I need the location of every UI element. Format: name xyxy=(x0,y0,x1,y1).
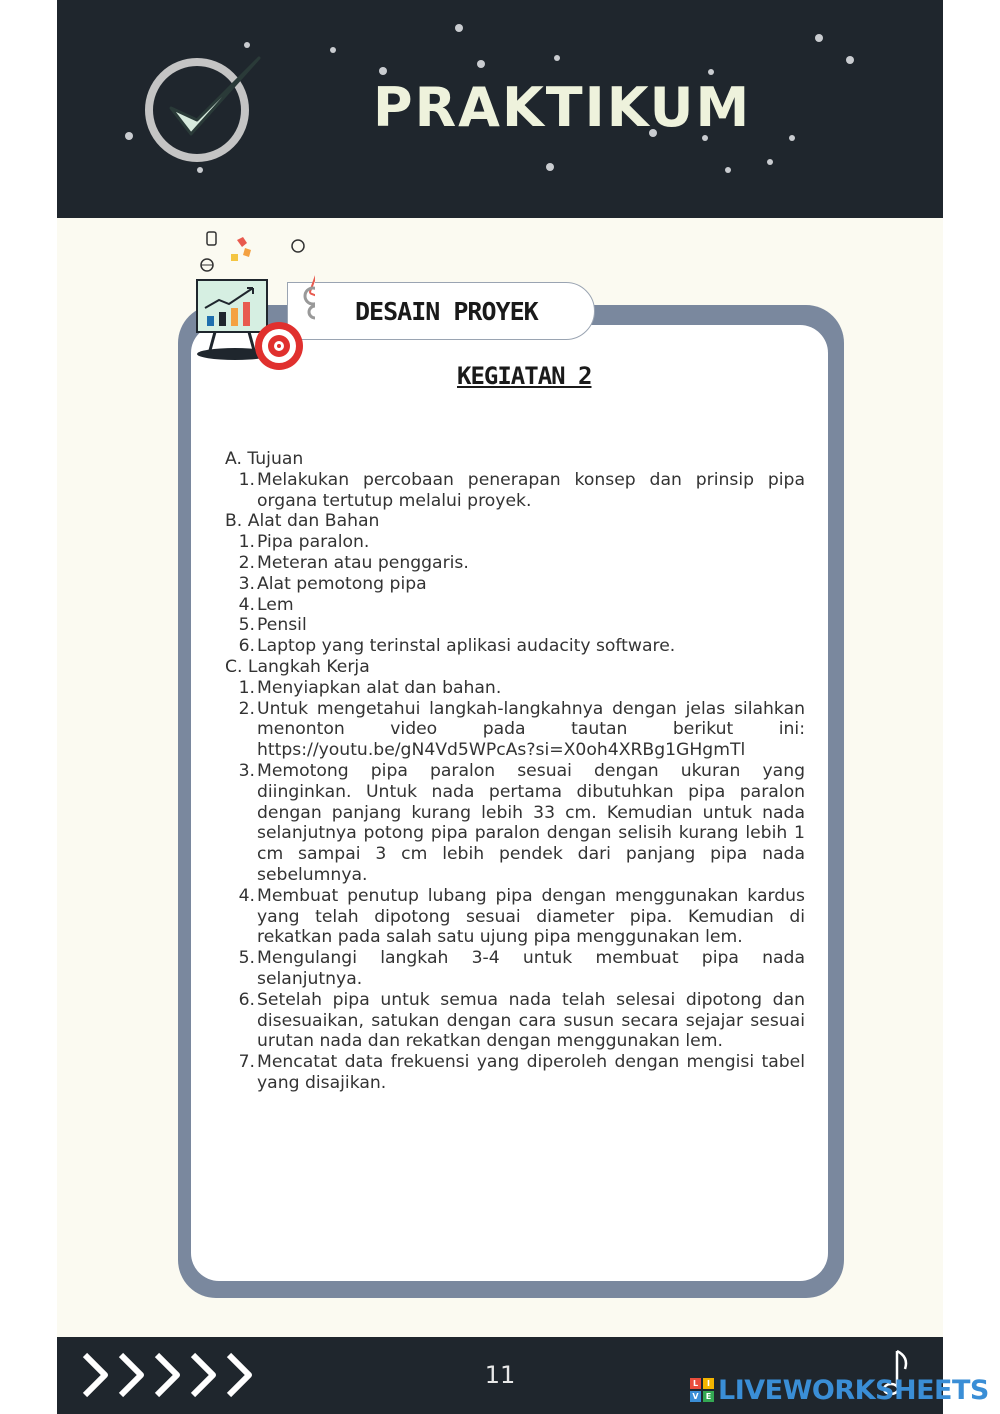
item-text: Setelah pipa untuk semua nada telah selesai dipotong dan disesuaikan, satukan dengan cara susun secara sejajar sesuai urutan nada dan rekatkan dengan menggunakan lem. xyxy=(257,989,805,1052)
list-item xyxy=(225,553,805,574)
list-item xyxy=(225,761,805,886)
item-text: Menyiapkan alat dan bahan. xyxy=(257,677,502,698)
item-text: Melakukan percobaan penerapan konsep dan prinsip pipa organa tertutup melalui proyek. xyxy=(257,469,805,511)
list-item xyxy=(225,532,805,553)
item-number: 5. xyxy=(238,948,255,969)
item-number: 3. xyxy=(238,573,255,594)
item-number: 1. xyxy=(238,532,255,553)
list-item xyxy=(225,990,805,1052)
section-alat-bahan xyxy=(225,511,805,657)
liveworksheets-watermark xyxy=(690,1376,989,1404)
section-heading: A. Tujuan xyxy=(225,449,304,469)
project-illustration-icon xyxy=(195,228,315,378)
item-text: Mengulangi langkah 3-4 untuk membuat pipa nada selanjutnya. xyxy=(257,948,805,989)
item-number: 1. xyxy=(238,677,255,698)
numbered-list xyxy=(225,532,805,657)
item-text: Untuk mengetahui langkah-langkahnya dengan jelas silahkan menonton video pada tautan berikut ini: https://youtu.be/gN4Vd5WPcAs?si=X0oh4XRBg1GHgmTl xyxy=(257,698,805,761)
watermark-block: E xyxy=(703,1391,714,1402)
item-text: Mencatat data frekuensi yang diperoleh dengan mengisi tabel yang disajikan. xyxy=(257,1052,805,1093)
numbered-list xyxy=(225,678,805,1094)
section-heading: C. Langkah Kerja xyxy=(225,656,370,677)
watermark-block: I xyxy=(703,1378,714,1389)
item-text: Pensil xyxy=(257,615,307,636)
list-item xyxy=(225,574,805,595)
list-item xyxy=(225,595,805,616)
list-item xyxy=(225,636,805,657)
item-number: 2. xyxy=(238,698,255,719)
list-item xyxy=(225,678,805,699)
watermark-text: LIVEWORKSHEETS xyxy=(718,1374,989,1406)
page-title: PRAKTIKUM xyxy=(373,76,752,139)
section-tujuan xyxy=(225,449,805,511)
item-number: 3. xyxy=(238,760,255,781)
item-number: 6. xyxy=(238,636,255,657)
item-number: 7. xyxy=(238,1052,255,1073)
list-item xyxy=(225,886,805,948)
item-text: Membuat penutup lubang pipa dengan menggunakan kardus yang telah dipotong sesuai diameter pipa. Kemudian di rekatkan pada salah satu ujung pipa menggunakan lem. xyxy=(257,885,805,948)
item-number: 5. xyxy=(238,615,255,636)
item-text: Memotong pipa paralon sesuai dengan ukuran yang diinginkan. Untuk nada pertama dibutuhkan pipa paralon dengan panjang kurang lebih 33 cm. Kemudian untuk nada selanjutnya potong pipa paralon dengan selisih kurang lebih 1 cm sampai 3 cm lebih pendek dari panjang pipa nada sebelumnya. xyxy=(257,760,805,885)
item-number: 2. xyxy=(238,552,255,573)
list-item xyxy=(225,470,805,512)
list-item xyxy=(225,948,805,990)
numbered-list xyxy=(225,470,805,512)
header-banner xyxy=(57,0,943,218)
section-label: DESAIN PROYEK xyxy=(355,297,538,326)
item-text: Alat pemotong pipa xyxy=(257,573,427,594)
item-number: 6. xyxy=(238,989,255,1010)
item-number: 4. xyxy=(238,885,255,906)
list-item xyxy=(225,615,805,636)
page-number: 11 xyxy=(484,1361,516,1389)
section-heading: B. Alat dan Bahan xyxy=(225,511,380,532)
activity-subtitle: KEGIATAN 2 xyxy=(457,362,592,390)
item-text: Lem xyxy=(257,594,294,615)
item-number: 1. xyxy=(238,469,255,490)
list-item xyxy=(225,1052,805,1094)
watermark-block: L xyxy=(690,1378,701,1389)
check-circle-icon xyxy=(141,50,271,170)
list-item xyxy=(225,699,805,761)
worksheet-page xyxy=(57,0,943,1414)
watermark-blocks xyxy=(690,1378,714,1402)
item-text: Meteran atau penggaris. xyxy=(257,552,469,573)
item-number: 4. xyxy=(238,594,255,615)
worksheet-content xyxy=(225,449,805,1094)
watermark-block: V xyxy=(690,1391,701,1402)
item-text: Pipa paralon. xyxy=(257,532,370,553)
section-langkah-kerja xyxy=(225,657,805,1094)
item-text: Laptop yang terinstal aplikasi audacity software. xyxy=(257,636,676,657)
